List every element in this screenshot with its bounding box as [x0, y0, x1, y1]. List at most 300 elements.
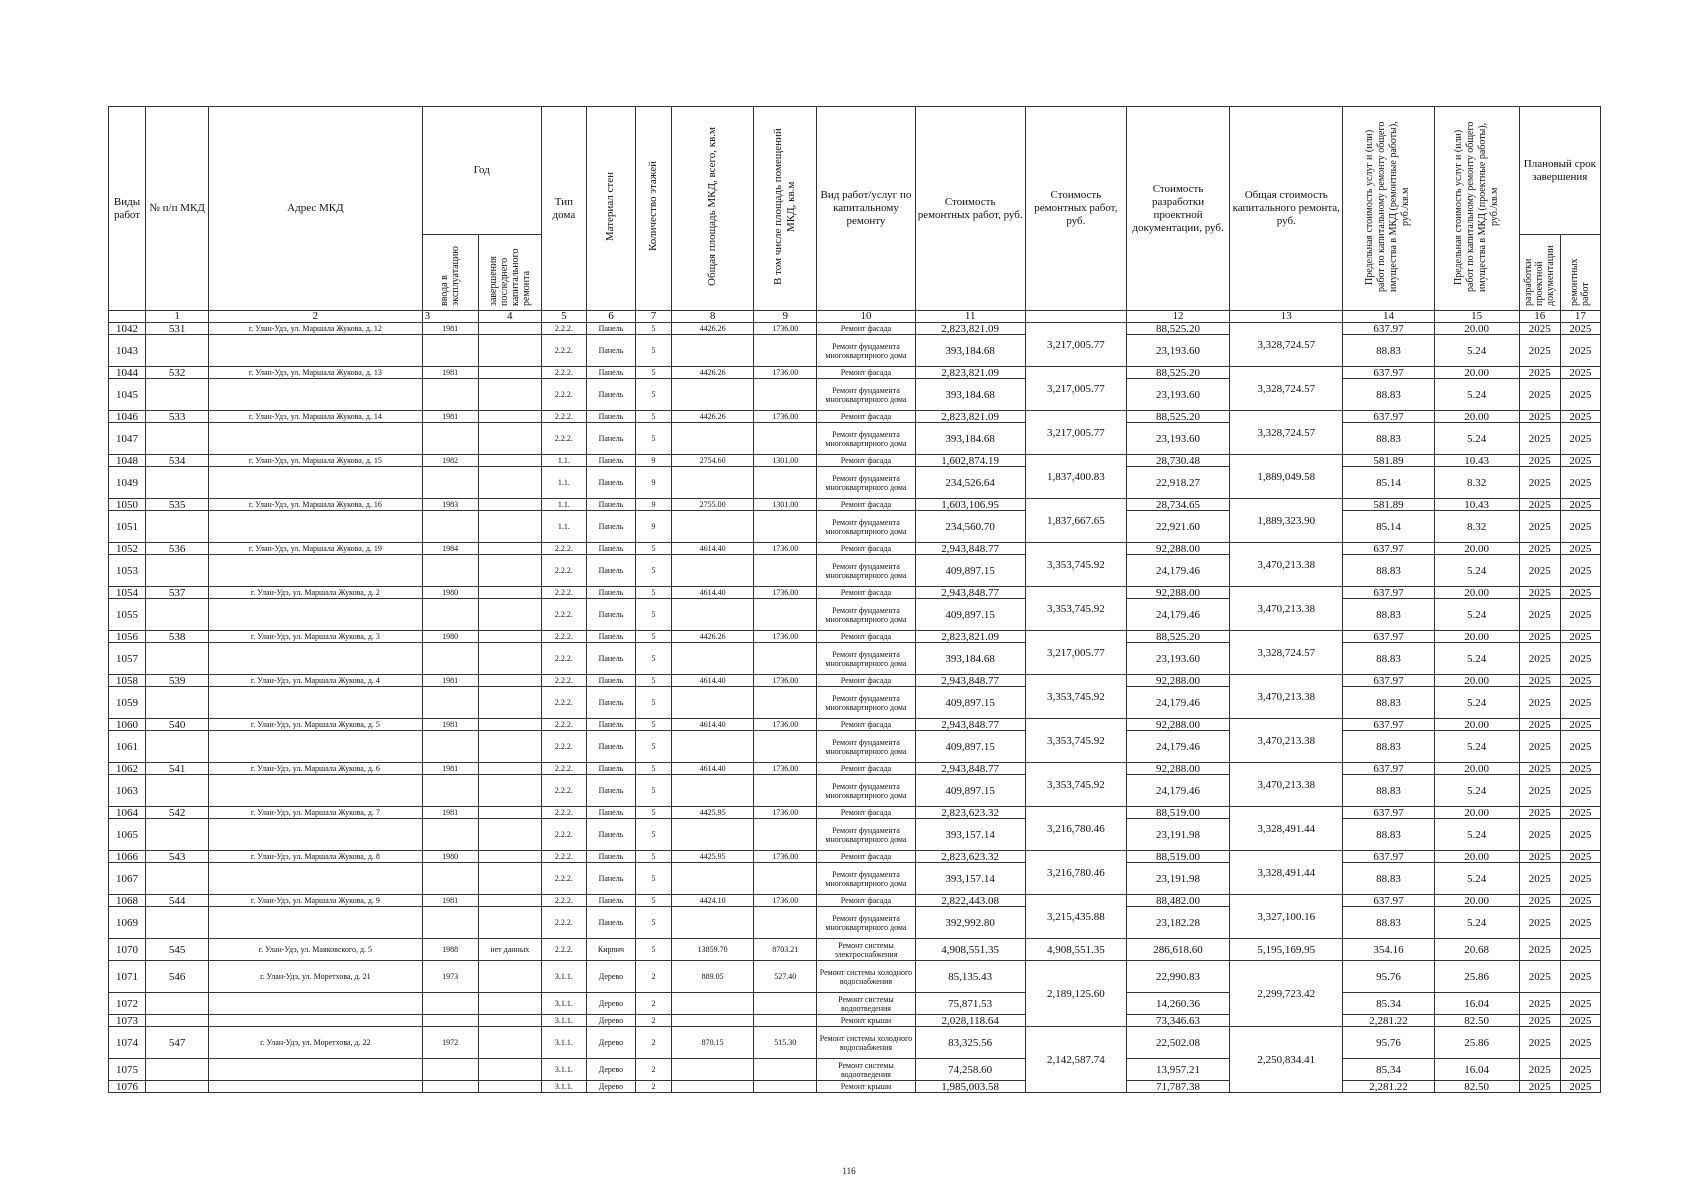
- floors: 5: [636, 631, 672, 643]
- total-area: [672, 467, 754, 499]
- work-type-id: 1059: [109, 687, 146, 719]
- design-cost: 24,179.46: [1126, 599, 1229, 631]
- premises-area: [754, 379, 817, 411]
- work-description: Ремонт фасада: [817, 367, 915, 379]
- limit-cost-repair: 637.97: [1343, 631, 1434, 643]
- building-address: г. Улан-Удэ, ул. Маршала Жукова, д. 15: [209, 455, 422, 467]
- col-header-zaversheniya: завершения последнего капитального ремонта: [478, 235, 541, 311]
- deadline-repair: 2025: [1560, 731, 1600, 763]
- table-row: [109, 499, 1601, 511]
- year-last-repair: [478, 863, 541, 895]
- total-repair-cost: 3,470,213.38: [1230, 675, 1343, 719]
- work-type-id: 1044: [109, 367, 146, 379]
- building-number: 537: [146, 587, 209, 599]
- floors: 9: [636, 467, 672, 499]
- year-last-repair: [478, 731, 541, 763]
- house-type: 2.2.2.: [541, 335, 586, 367]
- design-cost: 14,260.36: [1126, 993, 1229, 1015]
- floors: 5: [636, 555, 672, 587]
- repair-cost-total: 3,216,780.46: [1025, 807, 1126, 851]
- limit-cost-design: 8.32: [1434, 467, 1519, 499]
- deadline-repair: 2025: [1560, 423, 1600, 455]
- table-row: [109, 907, 1601, 939]
- repair-cost: 2,823,821.09: [915, 411, 1025, 423]
- year-last-repair: нет данных: [478, 939, 541, 961]
- table-row: [109, 939, 1601, 961]
- premises-area: 1736.00: [754, 675, 817, 687]
- premises-area: 1736.00: [754, 543, 817, 555]
- deadline-design: 2025: [1519, 499, 1560, 511]
- limit-cost-design: 20.00: [1434, 323, 1519, 335]
- wall-material: Панель: [586, 775, 635, 807]
- work-description: Ремонт фундамента многоквартирного дома: [817, 555, 915, 587]
- design-cost: 92,288.00: [1126, 719, 1229, 731]
- building-address: [209, 1059, 422, 1081]
- year-last-repair: [478, 455, 541, 467]
- deadline-design: 2025: [1519, 819, 1560, 851]
- table-row: [109, 763, 1601, 775]
- deadline-repair: 2025: [1560, 555, 1600, 587]
- house-type: 2.2.2.: [541, 763, 586, 775]
- repair-cost-total: 3,353,745.92: [1025, 675, 1126, 719]
- wall-material: Панель: [586, 631, 635, 643]
- limit-cost-design: 5.24: [1434, 335, 1519, 367]
- column-number: 17: [1560, 311, 1600, 323]
- limit-cost-design: 25.86: [1434, 1027, 1519, 1059]
- table-row: [109, 643, 1601, 675]
- deadline-design: 2025: [1519, 763, 1560, 775]
- col-header-vvoda: ввода в эксплуатацию: [422, 235, 478, 311]
- limit-cost-design: 20.00: [1434, 851, 1519, 863]
- premises-area: 1736.00: [754, 631, 817, 643]
- floors: 5: [636, 819, 672, 851]
- limit-cost-repair: 2,281.22: [1343, 1081, 1434, 1093]
- wall-material: Панель: [586, 499, 635, 511]
- wall-material: Дерево: [586, 993, 635, 1015]
- limit-cost-repair: 637.97: [1343, 367, 1434, 379]
- deadline-repair: 2025: [1560, 807, 1600, 819]
- building-number: [146, 1015, 209, 1027]
- year-last-repair: [478, 1059, 541, 1081]
- limit-cost-repair: 88.83: [1343, 643, 1434, 675]
- premises-area: 1736.00: [754, 367, 817, 379]
- year-built: 1983: [422, 499, 478, 511]
- limit-cost-design: 16.04: [1434, 993, 1519, 1015]
- design-cost: 88,519.00: [1126, 807, 1229, 819]
- table-row: [109, 1081, 1601, 1093]
- wall-material: Панель: [586, 643, 635, 675]
- column-number: 2: [209, 311, 422, 323]
- total-area: 2754.60: [672, 455, 754, 467]
- limit-cost-repair: 85.34: [1343, 993, 1434, 1015]
- building-address: г. Улан-Удэ, ул. Маршала Жукова, д. 3: [209, 631, 422, 643]
- design-cost: 22,990.83: [1126, 961, 1229, 993]
- floors: 5: [636, 907, 672, 939]
- limit-cost-repair: 88.83: [1343, 423, 1434, 455]
- building-number: 536: [146, 543, 209, 555]
- year-built: 1981: [422, 895, 478, 907]
- table-row: [109, 851, 1601, 863]
- total-area: [672, 379, 754, 411]
- repair-cost: 234,560.70: [915, 511, 1025, 543]
- year-last-repair: [478, 543, 541, 555]
- limit-cost-design: 20.00: [1434, 675, 1519, 687]
- building-address: г. Улан-Удэ, ул. Маршала Жукова, д. 14: [209, 411, 422, 423]
- building-number: 538: [146, 631, 209, 643]
- total-repair-cost: 1,889,323.90: [1230, 499, 1343, 543]
- limit-cost-design: 20.68: [1434, 939, 1519, 961]
- wall-material: Панель: [586, 323, 635, 335]
- repair-cost: 1,603,106.95: [915, 499, 1025, 511]
- repair-cost: 392,992.80: [915, 907, 1025, 939]
- deadline-repair: 2025: [1560, 819, 1600, 851]
- repair-cost: 393,157.14: [915, 819, 1025, 851]
- design-cost: 24,179.46: [1126, 731, 1229, 763]
- design-cost: 88,525.20: [1126, 411, 1229, 423]
- premises-area: [754, 775, 817, 807]
- wall-material: Дерево: [586, 961, 635, 993]
- floors: 9: [636, 499, 672, 511]
- building-address: г. Улан-Удэ, ул. Моретхова, д. 21: [209, 961, 422, 993]
- col-header-stoim-rem: Стоимость ремонтных работ, руб.: [915, 107, 1025, 311]
- repair-cost: 409,897.15: [915, 731, 1025, 763]
- premises-area: 515.30: [754, 1027, 817, 1059]
- repair-cost: 393,184.68: [915, 643, 1025, 675]
- year-built: 1980: [422, 851, 478, 863]
- design-cost: 23,182.28: [1126, 907, 1229, 939]
- col-header-adres: Адрес МКД: [209, 107, 422, 311]
- wall-material: Панель: [586, 367, 635, 379]
- wall-material: Дерево: [586, 1059, 635, 1081]
- deadline-repair: 2025: [1560, 499, 1600, 511]
- building-address: [209, 907, 422, 939]
- deadline-design: 2025: [1519, 939, 1560, 961]
- total-repair-cost: 5,195,169.95: [1230, 939, 1343, 961]
- total-area: [672, 863, 754, 895]
- year-last-repair: [478, 367, 541, 379]
- total-area: [672, 907, 754, 939]
- deadline-repair: 2025: [1560, 687, 1600, 719]
- repair-cost: 409,897.15: [915, 599, 1025, 631]
- repair-cost: 4,908,551.35: [915, 939, 1025, 961]
- year-last-repair: [478, 555, 541, 587]
- repair-cost: 393,184.68: [915, 335, 1025, 367]
- building-address: [209, 1015, 422, 1027]
- building-address: г. Улан-Удэ, ул. Маршала Жукова, д. 12: [209, 323, 422, 335]
- design-cost: 24,179.46: [1126, 687, 1229, 719]
- building-number: 533: [146, 411, 209, 423]
- deadline-design: 2025: [1519, 863, 1560, 895]
- work-type-id: 1069: [109, 907, 146, 939]
- deadline-design: 2025: [1519, 675, 1560, 687]
- premises-area: 1736.00: [754, 763, 817, 775]
- total-area: 2755.00: [672, 499, 754, 511]
- column-number: 14: [1343, 311, 1434, 323]
- deadline-design: 2025: [1519, 851, 1560, 863]
- building-address: [209, 1081, 422, 1093]
- limit-cost-design: 5.24: [1434, 731, 1519, 763]
- limit-cost-design: 5.24: [1434, 599, 1519, 631]
- work-description: Ремонт фундамента многоквартирного дома: [817, 511, 915, 543]
- limit-cost-repair: 88.83: [1343, 335, 1434, 367]
- building-address: г. Улан-Удэ, ул. Маршала Жукова, д. 6: [209, 763, 422, 775]
- floors: 9: [636, 455, 672, 467]
- repair-cost: 2,822,443.08: [915, 895, 1025, 907]
- wall-material: Панель: [586, 687, 635, 719]
- total-repair-cost: 3,328,724.57: [1230, 367, 1343, 411]
- wall-material: Панель: [586, 895, 635, 907]
- table-row: [109, 1059, 1601, 1081]
- limit-cost-design: 5.24: [1434, 863, 1519, 895]
- deadline-repair: 2025: [1560, 599, 1600, 631]
- building-address: г. Улан-Удэ, ул. Маяковского, д. 5: [209, 939, 422, 961]
- house-type: 2.2.2.: [541, 819, 586, 851]
- repair-cost: 2,823,623.32: [915, 851, 1025, 863]
- deadline-design: 2025: [1519, 1015, 1560, 1027]
- design-cost: 71,787.38: [1126, 1081, 1229, 1093]
- design-cost: 88,482.00: [1126, 895, 1229, 907]
- floors: 5: [636, 863, 672, 895]
- building-address: [209, 993, 422, 1015]
- column-number: 16: [1519, 311, 1560, 323]
- work-description: Ремонт крыши: [817, 1015, 915, 1027]
- repair-cost: 393,157.14: [915, 863, 1025, 895]
- limit-cost-design: 5.24: [1434, 775, 1519, 807]
- limit-cost-repair: 354.16: [1343, 939, 1434, 961]
- limit-cost-repair: 637.97: [1343, 543, 1434, 555]
- limit-cost-design: 20.00: [1434, 895, 1519, 907]
- work-description: Ремонт фундамента многоквартирного дома: [817, 379, 915, 411]
- repair-cost: 85,135.43: [915, 961, 1025, 993]
- table-row: [109, 1027, 1601, 1059]
- work-type-id: 1052: [109, 543, 146, 555]
- deadline-design: 2025: [1519, 323, 1560, 335]
- repair-cost-total: 3,217,005.77: [1025, 323, 1126, 367]
- repair-cost: 393,184.68: [915, 423, 1025, 455]
- table-row: [109, 411, 1601, 423]
- year-last-repair: [478, 511, 541, 543]
- work-description: Ремонт системы холодного водоснабжения: [817, 1027, 915, 1059]
- wall-material: Панель: [586, 511, 635, 543]
- total-repair-cost: 3,328,491.44: [1230, 851, 1343, 895]
- building-address: г. Улан-Удэ, ул. Маршала Жукова, д. 2: [209, 587, 422, 599]
- building-number: [146, 643, 209, 675]
- year-built: 1981: [422, 763, 478, 775]
- year-last-repair: [478, 411, 541, 423]
- deadline-repair: 2025: [1560, 895, 1600, 907]
- building-address: [209, 511, 422, 543]
- design-cost: 88,525.20: [1126, 367, 1229, 379]
- year-built: [422, 907, 478, 939]
- house-type: 2.2.2.: [541, 775, 586, 807]
- column-number: [109, 311, 146, 323]
- limit-cost-design: 5.24: [1434, 379, 1519, 411]
- col-header-obshaya: Общая стоимость капитального ремонта, руб.: [1230, 107, 1343, 311]
- house-type: 2.2.2.: [541, 411, 586, 423]
- deadline-design: 2025: [1519, 907, 1560, 939]
- work-type-id: 1063: [109, 775, 146, 807]
- house-type: 2.2.2.: [541, 687, 586, 719]
- table-row: [109, 631, 1601, 643]
- work-description: Ремонт фасада: [817, 411, 915, 423]
- deadline-repair: 2025: [1560, 543, 1600, 555]
- limit-cost-repair: 88.83: [1343, 555, 1434, 587]
- table-row: [109, 511, 1601, 543]
- deadline-repair: 2025: [1560, 763, 1600, 775]
- limit-cost-design: 82.50: [1434, 1015, 1519, 1027]
- total-area: 4614.40: [672, 719, 754, 731]
- premises-area: [754, 863, 817, 895]
- column-number: 1: [146, 311, 209, 323]
- table-row: [109, 675, 1601, 687]
- table-row: [109, 819, 1601, 851]
- repair-cost: 2,823,623.32: [915, 807, 1025, 819]
- floors: 5: [636, 411, 672, 423]
- year-last-repair: [478, 467, 541, 499]
- building-address: [209, 643, 422, 675]
- total-area: 4614.40: [672, 675, 754, 687]
- total-area: [672, 1059, 754, 1081]
- year-built: 1980: [422, 587, 478, 599]
- deadline-design: 2025: [1519, 467, 1560, 499]
- premises-area: [754, 819, 817, 851]
- col-header-ploshad-pom: В том числе площадь помещений МКД, кв.м: [754, 107, 817, 311]
- total-area: 4614.40: [672, 587, 754, 599]
- building-number: 544: [146, 895, 209, 907]
- repair-cost: 2,823,821.09: [915, 367, 1025, 379]
- table-row: [109, 335, 1601, 367]
- deadline-design: 2025: [1519, 993, 1560, 1015]
- design-cost: 24,179.46: [1126, 775, 1229, 807]
- capital-repair-table: [108, 106, 1601, 1093]
- premises-area: 1736.00: [754, 895, 817, 907]
- column-number: 4: [478, 311, 541, 323]
- premises-area: 1736.00: [754, 587, 817, 599]
- limit-cost-repair: 88.83: [1343, 731, 1434, 763]
- floors: 5: [636, 643, 672, 675]
- work-type-id: 1045: [109, 379, 146, 411]
- table-row: [109, 1015, 1601, 1027]
- wall-material: Панель: [586, 863, 635, 895]
- column-number: 3: [422, 311, 478, 323]
- work-description: Ремонт фасада: [817, 499, 915, 511]
- building-address: [209, 775, 422, 807]
- limit-cost-design: 20.00: [1434, 719, 1519, 731]
- limit-cost-repair: 88.83: [1343, 687, 1434, 719]
- year-last-repair: [478, 643, 541, 675]
- table-row: [109, 961, 1601, 993]
- work-description: Ремонт фундамента многоквартирного дома: [817, 687, 915, 719]
- repair-cost: 234,526.64: [915, 467, 1025, 499]
- premises-area: 1736.00: [754, 807, 817, 819]
- year-built: [422, 731, 478, 763]
- house-type: 1.1.: [541, 499, 586, 511]
- deadline-repair: 2025: [1560, 1027, 1600, 1059]
- year-built: [422, 1059, 478, 1081]
- table-row: [109, 587, 1601, 599]
- col-header-material: Материал стен: [586, 107, 635, 311]
- work-description: Ремонт системы водоотведения: [817, 993, 915, 1015]
- floors: 5: [636, 763, 672, 775]
- floors: 5: [636, 587, 672, 599]
- house-type: 2.2.2.: [541, 379, 586, 411]
- year-built: [422, 819, 478, 851]
- building-address: [209, 599, 422, 631]
- building-address: г. Улан-Удэ, ул. Маршала Жукова, д. 5: [209, 719, 422, 731]
- col-header-stoim-proekt: Стоимость разработки проектной документации, руб.: [1126, 107, 1229, 311]
- floors: 5: [636, 731, 672, 763]
- column-number: 10: [817, 311, 915, 323]
- repair-cost-total: 2,189,125.60: [1025, 961, 1126, 1027]
- column-number: 13: [1230, 311, 1343, 323]
- work-type-id: 1048: [109, 455, 146, 467]
- limit-cost-repair: 85.14: [1343, 467, 1434, 499]
- building-number: [146, 819, 209, 851]
- wall-material: Дерево: [586, 1081, 635, 1093]
- limit-cost-design: 5.24: [1434, 819, 1519, 851]
- design-cost: 88,519.00: [1126, 851, 1229, 863]
- year-built: 1981: [422, 367, 478, 379]
- deadline-repair: 2025: [1560, 411, 1600, 423]
- limit-cost-repair: 88.83: [1343, 819, 1434, 851]
- work-description: Ремонт фасада: [817, 631, 915, 643]
- deadline-design: 2025: [1519, 1027, 1560, 1059]
- work-type-id: 1050: [109, 499, 146, 511]
- col-header-vid-uslug: Вид работ/услуг по капитальному ремонту: [817, 107, 915, 311]
- limit-cost-design: 25.86: [1434, 961, 1519, 993]
- wall-material: Панель: [586, 455, 635, 467]
- repair-cost-total: 3,216,780.46: [1025, 851, 1126, 895]
- deadline-design: 2025: [1519, 543, 1560, 555]
- design-cost: 286,618.60: [1126, 939, 1229, 961]
- year-last-repair: [478, 335, 541, 367]
- col-header-srok-proekt: разработки проектной документации: [1519, 235, 1560, 311]
- building-address: г. Улан-Удэ, ул. Маршала Жукова, д. 13: [209, 367, 422, 379]
- work-type-id: 1051: [109, 511, 146, 543]
- table-row: [109, 555, 1601, 587]
- table-row: [109, 731, 1601, 763]
- floors: 2: [636, 1027, 672, 1059]
- wall-material: Дерево: [586, 1015, 635, 1027]
- repair-cost-total: 1,837,400.83: [1025, 455, 1126, 499]
- deadline-repair: 2025: [1560, 939, 1600, 961]
- premises-area: [754, 335, 817, 367]
- work-type-id: 1053: [109, 555, 146, 587]
- limit-cost-repair: 637.97: [1343, 763, 1434, 775]
- total-area: [672, 993, 754, 1015]
- work-description: Ремонт фундамента многоквартирного дома: [817, 775, 915, 807]
- deadline-repair: 2025: [1560, 455, 1600, 467]
- wall-material: Панель: [586, 731, 635, 763]
- house-type: 3.1.1.: [541, 993, 586, 1015]
- deadline-design: 2025: [1519, 423, 1560, 455]
- total-area: 870.15: [672, 1027, 754, 1059]
- deadline-design: 2025: [1519, 411, 1560, 423]
- year-last-repair: [478, 687, 541, 719]
- building-number: [146, 599, 209, 631]
- design-cost: 28,730.48: [1126, 455, 1229, 467]
- deadline-repair: 2025: [1560, 863, 1600, 895]
- year-built: 1981: [422, 323, 478, 335]
- col-header-vid-rabot: Виды работ: [109, 107, 146, 311]
- limit-cost-repair: 637.97: [1343, 675, 1434, 687]
- repair-cost: 74,258.60: [915, 1059, 1025, 1081]
- deadline-repair: 2025: [1560, 1081, 1600, 1093]
- total-repair-cost: 3,327,100.16: [1230, 895, 1343, 939]
- deadline-design: 2025: [1519, 367, 1560, 379]
- work-description: Ремонт фасада: [817, 763, 915, 775]
- floors: 5: [636, 323, 672, 335]
